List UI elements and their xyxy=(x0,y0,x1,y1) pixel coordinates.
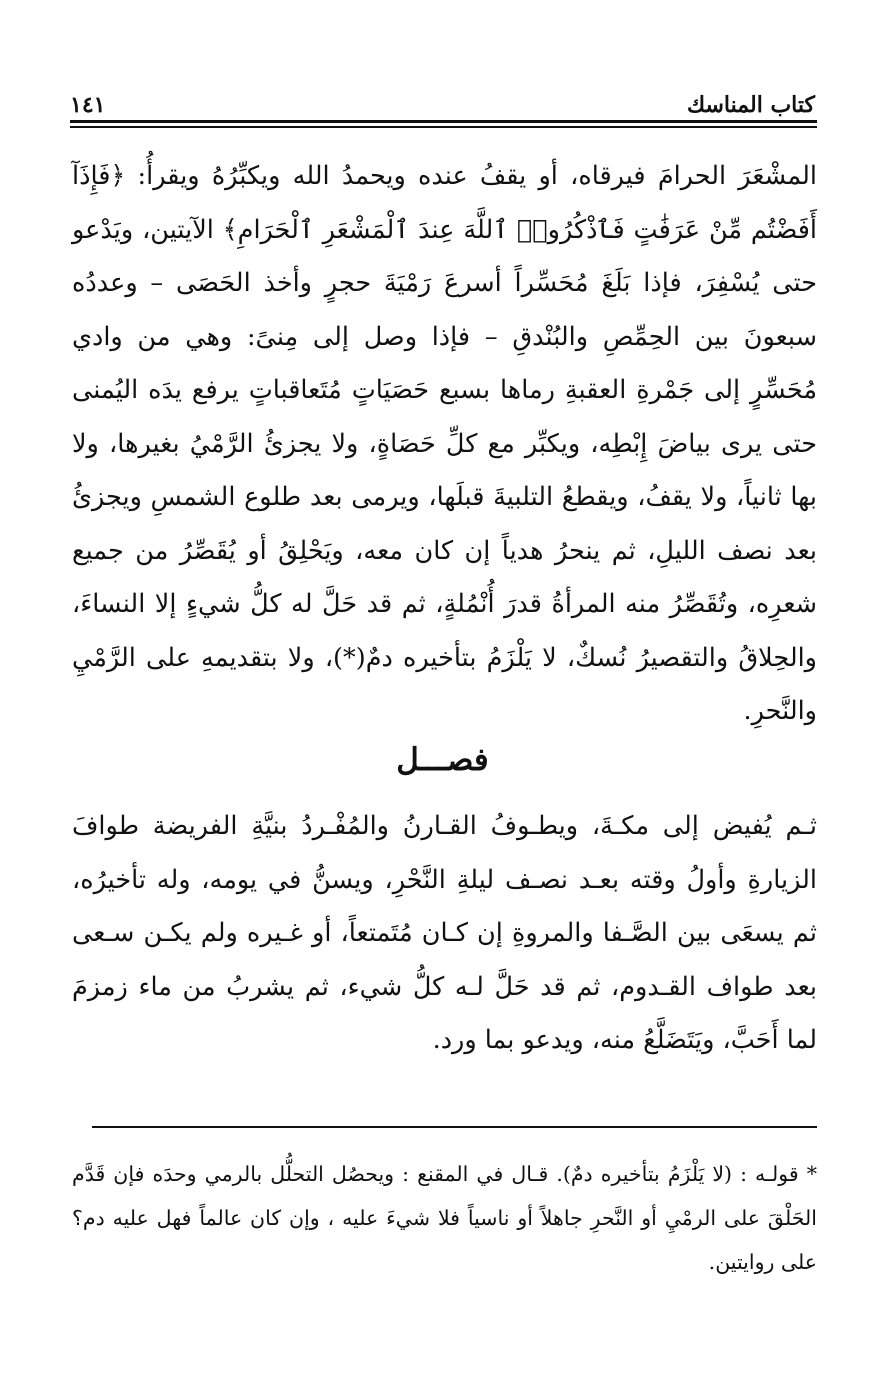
running-title: كتاب المناسك xyxy=(686,92,815,118)
header-rule-thick xyxy=(70,120,817,123)
page-number: ١٤١ xyxy=(70,92,106,118)
header-rule-thin xyxy=(70,126,817,128)
footnote-separator xyxy=(92,1126,817,1128)
footnote: * قولـه : (لا يَلْزَمُ بتأخيره دمٌ). قـال في المقنع : ويحصُل التحلُّل بالرمي وحدَه فإن قَدَّم الحَلْقَ على الرمْيِ أو النَّحرِ جاهلاً أو ناسياً فلا شيءَ عليه ، وإن كان عالماً فهل عليه دم؟ على روايتين. xyxy=(72,1162,817,1274)
section-heading: فصـــل xyxy=(396,742,489,778)
section-paragraph: ثـم يُفيض إلى مكـةَ، ويطـوفُ القـارنُ والمُفْـردُ بنيَّةِ الفريضة طوافَ الزيارةِ وأولُ وقته بعـد نصـف ليلةِ النَّحْرِ، ويسنُّ في يومه، وله تأخيرُه، ثم يسعَى بين الصَّـفا والمروةِ إن كـان مُتَمتعاً، أو غـيره ولم يكـن سـعى بعد طواف القـدوم، ثم قد حَلَّ لـه كلُّ شيء، ثم يشربُ من ماء زمزمَ لما أَحَبَّ، ويَتَضَلَّعُ منه، ويدعو بما ورد. xyxy=(72,811,817,1055)
page-header xyxy=(70,82,815,118)
main-paragraph: المشْعَرَ الحرامَ فيرقاه، أو يقفُ عنده ويحمدُ الله ويكبِّرُهُ ويقرأُ: ﴿فَإِذَآ أَفَضْتُم مِّنْ عَرَفَٰتٍ فَٱذْكُرُوا۟ ٱللَّهَ عِندَ ٱلْمَشْعَرِ ٱلْحَرَامِ﴾ الآيتين، ويَدْعو حتى يُسْفِرَ، فإذا بَلَغَ مُحَسِّراً أسرعَ رَمْيَةَ حجرٍ وأخذ الحَصَى – وعددُه سبعونَ بين الحِمِّصِ والبُنْدقِ – فإذا وصل إلى مِنىً: وهي من وادي مُحَسِّرٍ إلى جَمْرةِ العقبةِ رماها بسبع حَصَيَاتٍ مُتَعاقباتٍ يرفع يدَه اليُمنى حتى يرى بياضَ إِبْطِه، ويكبِّر مع كلِّ حَصَاةٍ، ولا يجزئُ الرَّمْيُ بغيرها، ولا بها ثانياً، ولا يقفُ، ويقطعُ التلبيةَ قبلَها، ويرمى بعد طلوع الشمسِ ويجزئُ بعد نصف الليلِ، ثم ينحرُ هدياً إن كان معه، ويَحْلِقُ أو يُقَصِّرُ من جميع شعرِه، وتُقَصِّرُ منه المرأةُ قدرَ أُنْمُلةٍ، ثم قد حَلَّ له كلُّ شيءٍ إلا النساءَ، والحِلاقُ والتقصيرُ نُسكٌ، لا يَلْزَمُ بتأخيره دمٌ(*)، ولا بتقديمهِ على الرَّمْيِ والنَّحرِ. xyxy=(72,161,817,726)
